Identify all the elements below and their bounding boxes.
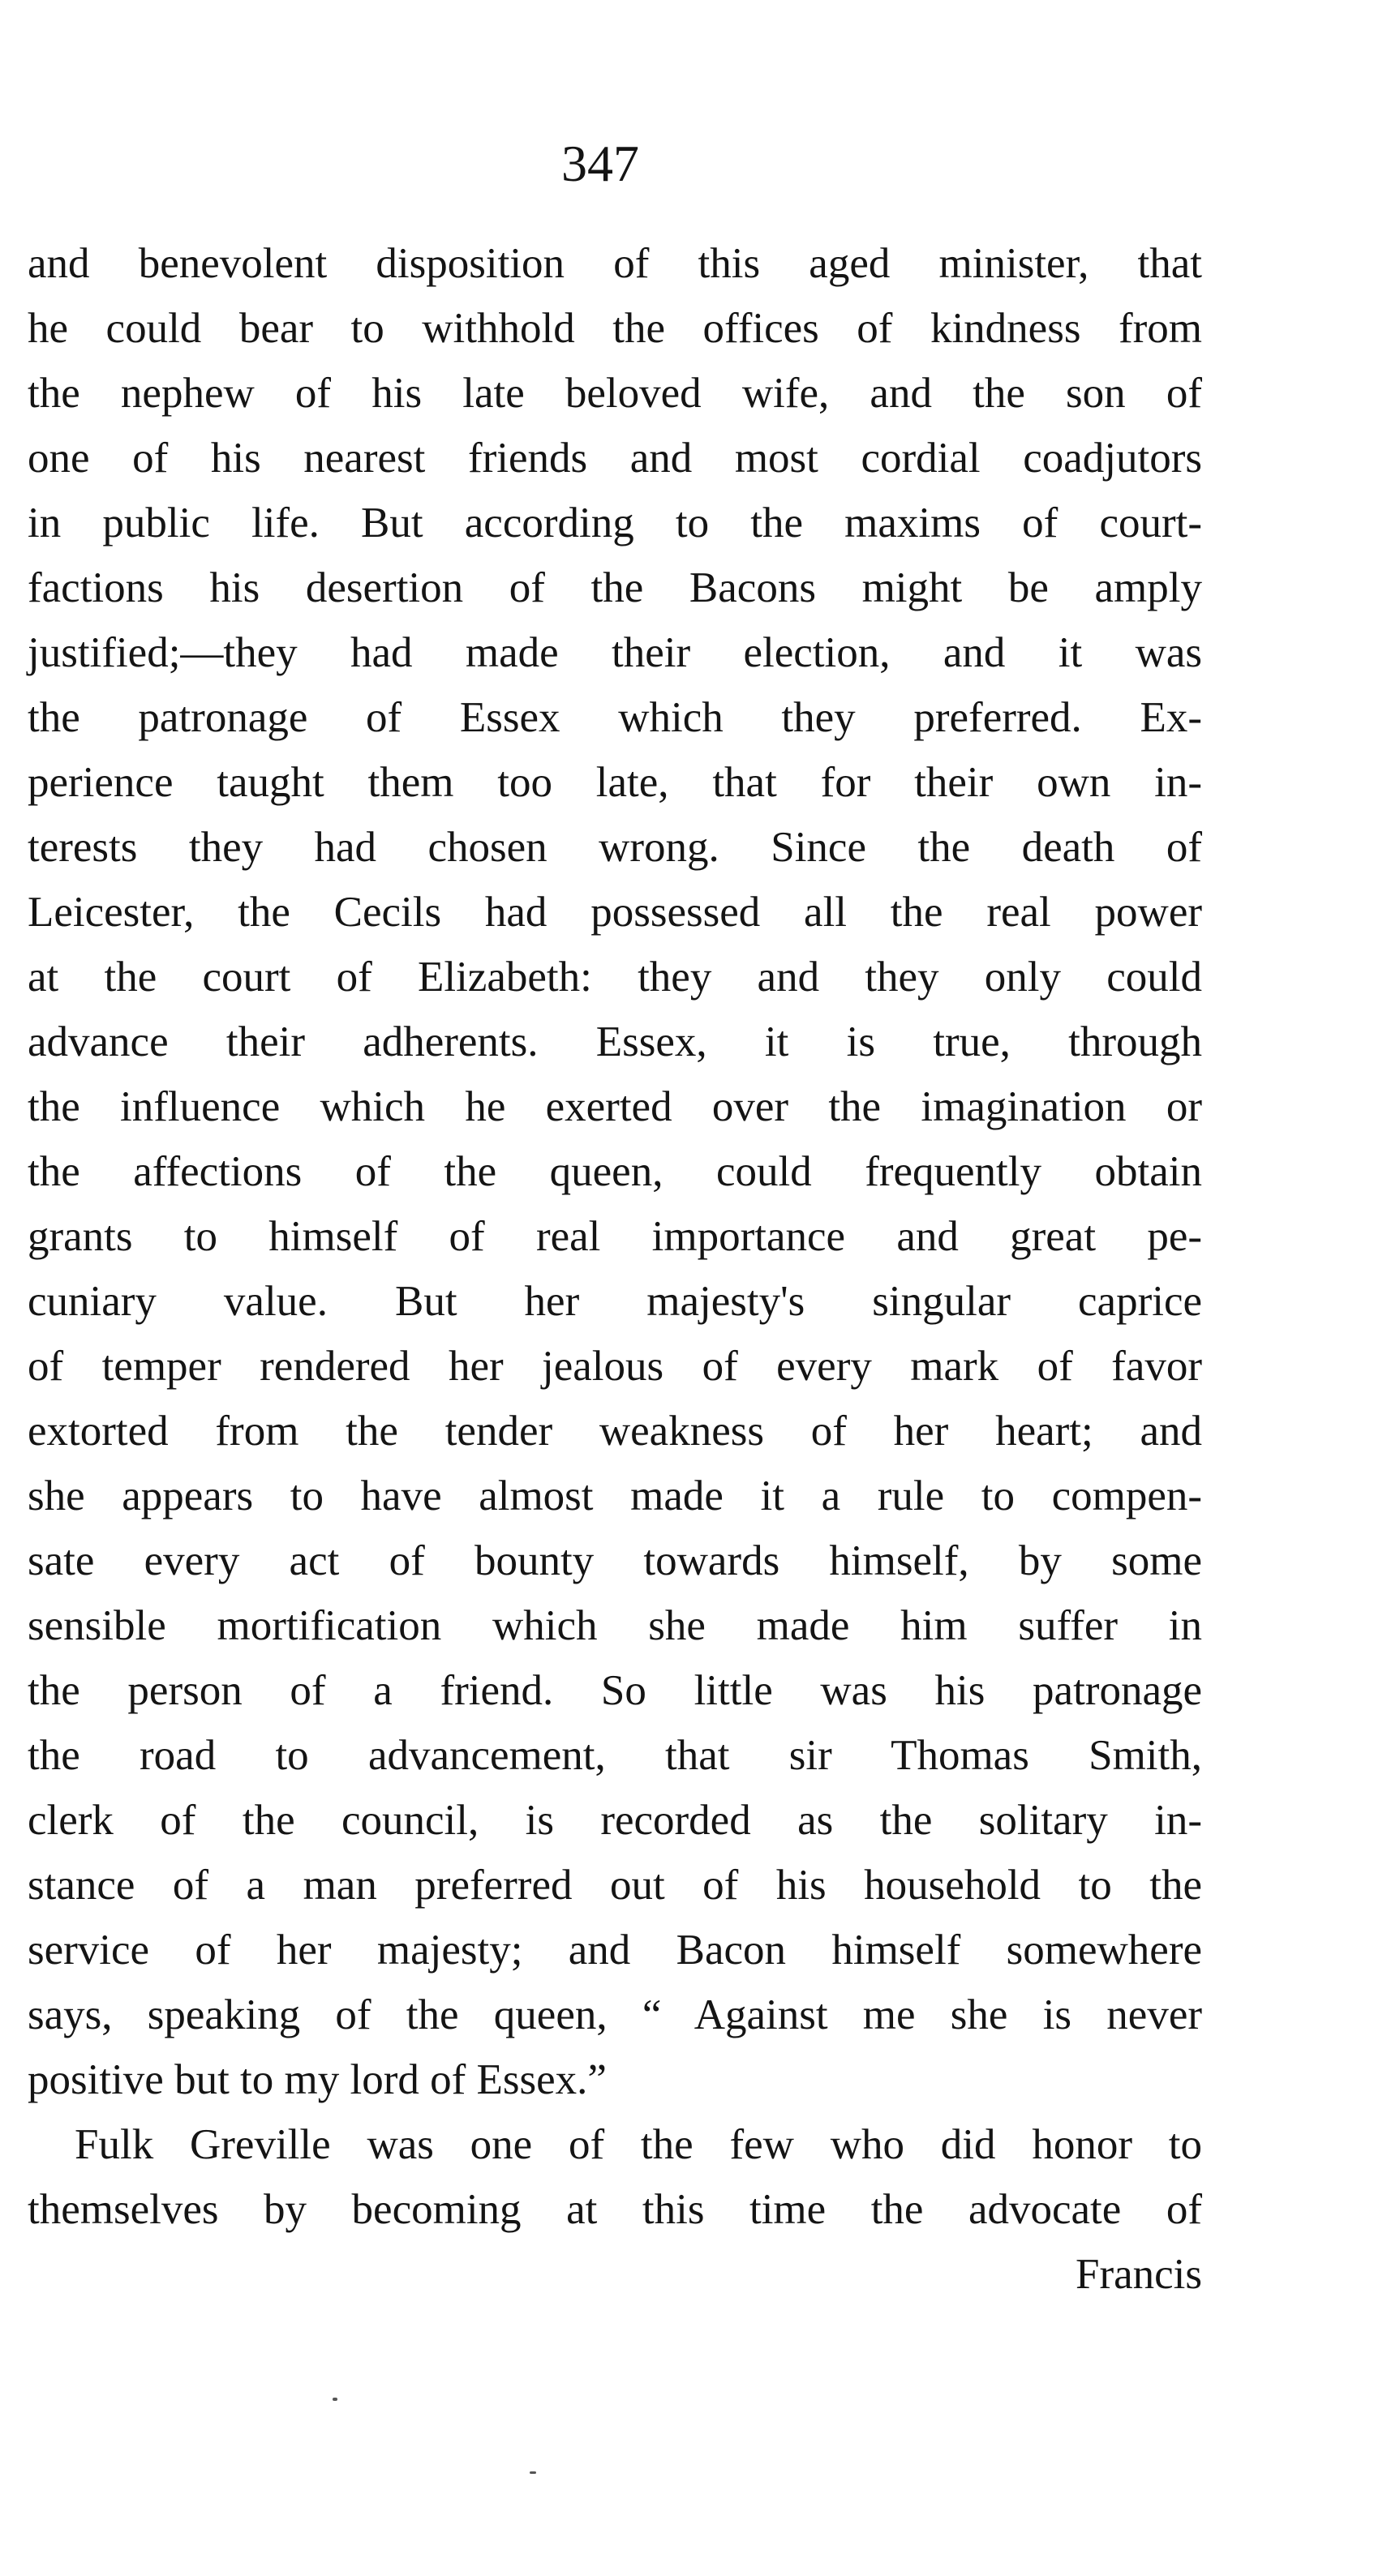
text-line: Leicester, the Cecils had possessed all the real power <box>28 889 1202 936</box>
ink-speck <box>530 2471 536 2474</box>
text-line: says, speaking of the queen, “ Against me she is never <box>28 1991 1202 2038</box>
text-line: justified;—they had made their election, and it was <box>28 629 1202 676</box>
text-line: the affections of the queen, could frequently obtain <box>28 1148 1202 1195</box>
text-line: one of his nearest friends and most cordial coadjutors <box>28 435 1202 482</box>
text-line: service of her majesty; and Bacon himself somewhere <box>28 1927 1202 1974</box>
text-line: and benevolent disposition of this aged minister, that <box>28 240 1202 287</box>
text-line: the nephew of his late beloved wife, and the son of <box>28 370 1202 417</box>
text-line: factions his desertion of the Bacons might be amply <box>28 564 1202 611</box>
catchword: Francis <box>1075 2251 1202 2298</box>
text-line: the influence which he exerted over the imagination or <box>28 1083 1202 1130</box>
text-line: extorted from the tender weakness of her heart; and <box>28 1408 1202 1455</box>
text-line: grants to himself of real importance and great pe- <box>28 1213 1202 1260</box>
text-line: themselves by becoming at this time the advocate of <box>28 2186 1202 2233</box>
text-line: of temper rendered her jealous of every mark of favor <box>28 1343 1202 1390</box>
text-line: in public life. But according to the maxims of court- <box>28 499 1202 546</box>
text-line: stance of a man preferred out of his household to the <box>28 1862 1202 1909</box>
ink-speck <box>333 2398 337 2401</box>
text-line: terests they had chosen wrong. Since the death of <box>28 824 1202 871</box>
text-line: positive but to my lord of Essex.” <box>28 2056 607 2103</box>
text-line: sensible mortification which she made him suffer in <box>28 1602 1202 1649</box>
text-line: clerk of the council, is recorded as the solitary in- <box>28 1797 1202 1844</box>
text-line: the person of a friend. So little was his patronage <box>28 1667 1202 1714</box>
page-number: 347 <box>561 135 639 192</box>
body-text <box>28 231 1202 2307</box>
text-line: perience taught them too late, that for their own in- <box>28 759 1202 806</box>
text-line: she appears to have almost made it a rule to compen- <box>28 1472 1202 1519</box>
text-line: the patronage of Essex which they preferred. Ex- <box>28 694 1202 741</box>
text-line: the road to advancement, that sir Thomas Smith, <box>28 1732 1202 1779</box>
text-line: sate every act of bounty towards himself, by some <box>28 1537 1202 1584</box>
text-line: Fulk Greville was one of the few who did honor to <box>75 2121 1202 2168</box>
text-line: cuniary value. But her majesty's singular caprice <box>28 1278 1202 1325</box>
text-line: he could bear to withhold the offices of kindness from <box>28 305 1202 352</box>
text-line: at the court of Elizabeth: they and they only could <box>28 954 1202 1001</box>
text-line: advance their adherents. Essex, it is true, through <box>28 1018 1202 1065</box>
